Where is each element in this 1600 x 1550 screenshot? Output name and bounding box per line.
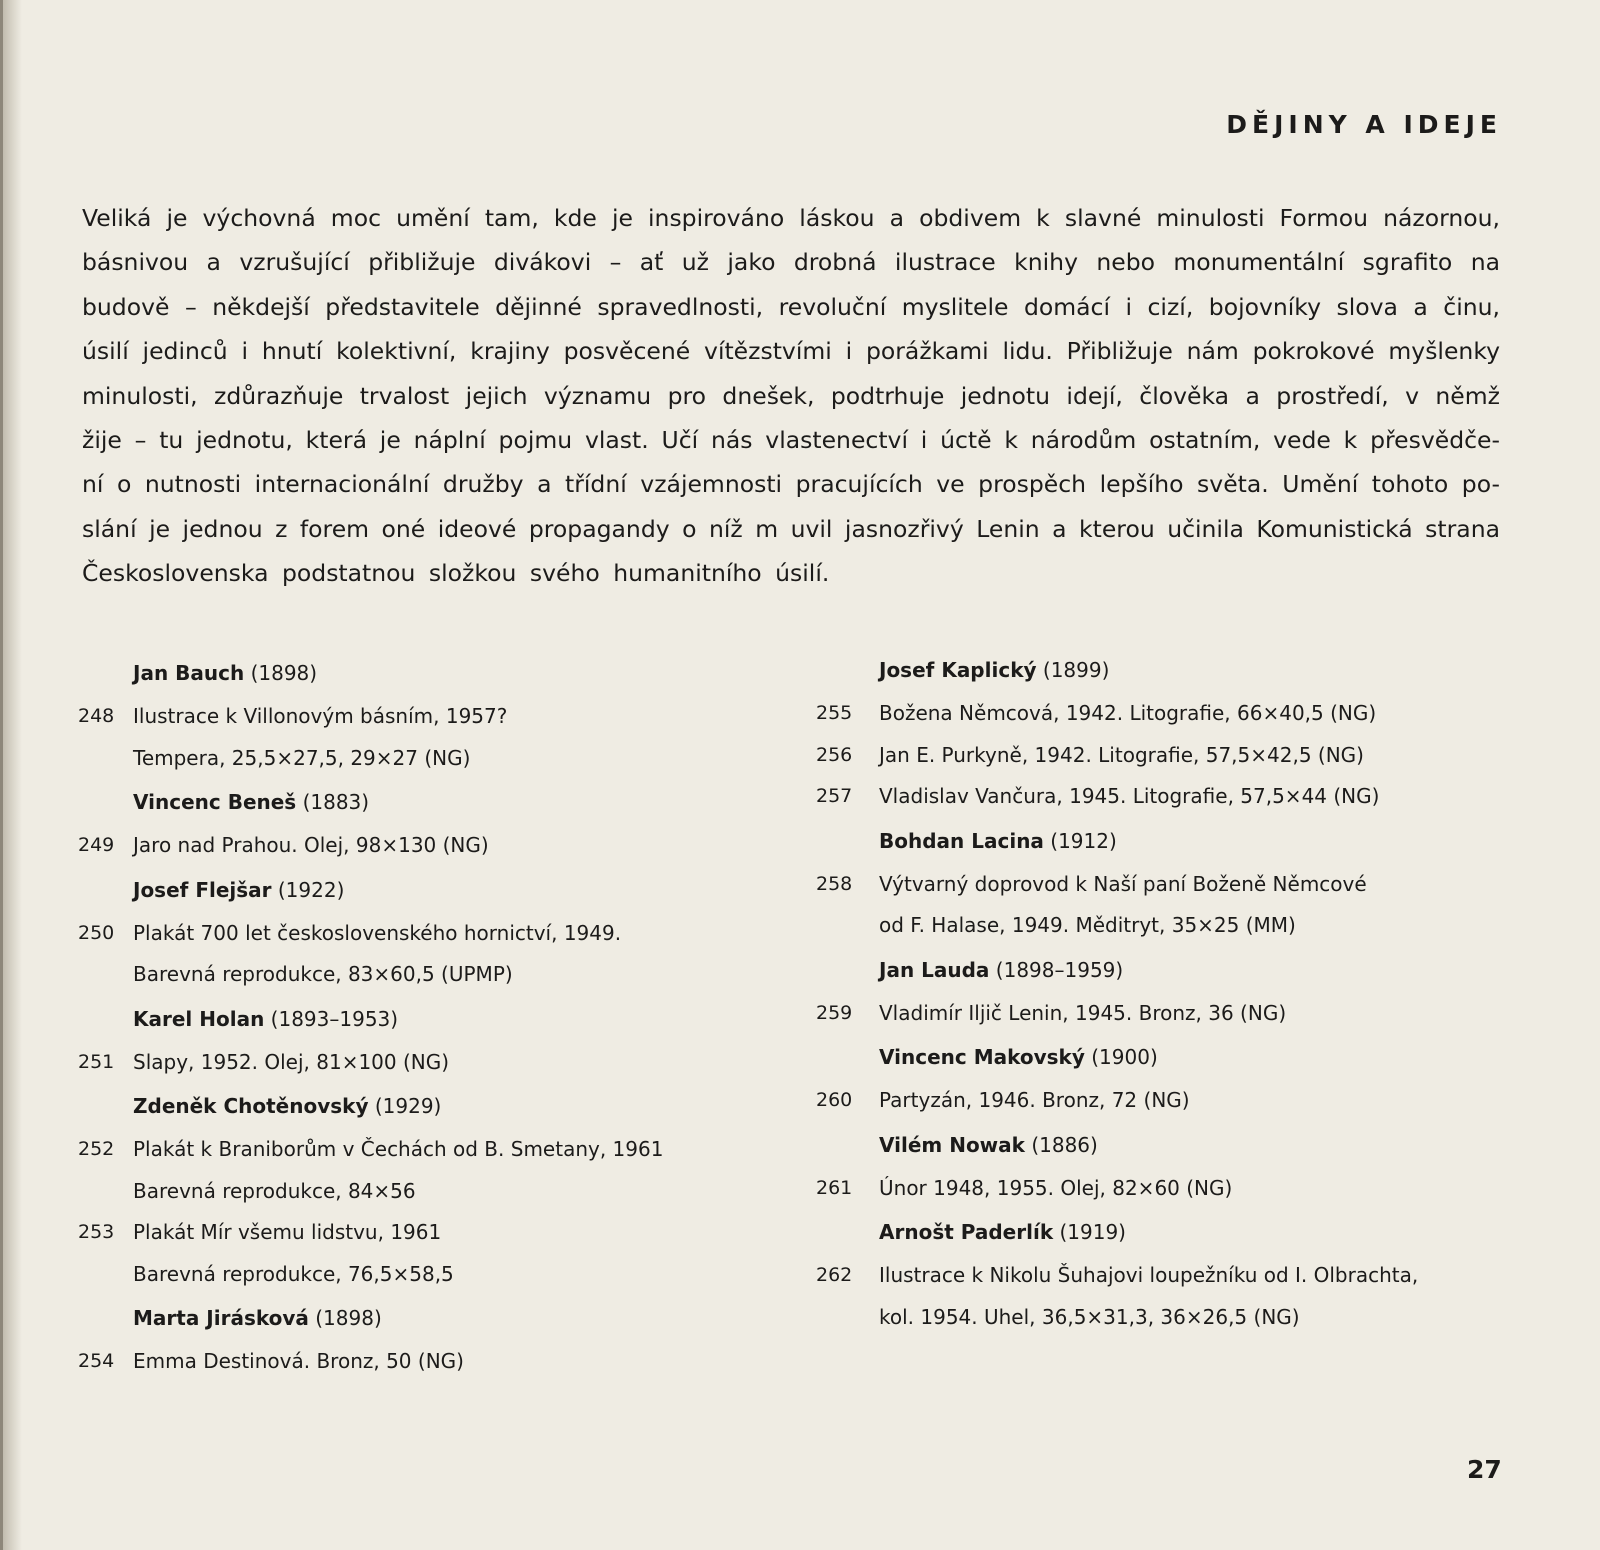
catalog-column-right bbox=[816, 647, 1516, 1338]
catalog-number: 260 bbox=[816, 1089, 853, 1111]
artist-dates: (1929) bbox=[374, 1094, 442, 1118]
book-spine-edge bbox=[0, 0, 3, 1550]
description-line: Plakát Mír všemu lidstvu, 1961 bbox=[133, 1220, 442, 1244]
catalog-number: 256 bbox=[816, 743, 853, 766]
catalog-number: 257 bbox=[816, 785, 853, 807]
artist-name: Karel Holan bbox=[133, 1006, 265, 1031]
intro-line: minulosti, zdůrazňuje trvalost jejich významu pro dnešek, podtrhuje jednotu idejí, člověka a prostředí, v němž bbox=[82, 381, 1500, 410]
catalog-entry bbox=[816, 1255, 1516, 1338]
description-line: Jaro nad Prahou. Olej, 98×130 (NG) bbox=[133, 833, 489, 857]
catalog-entry bbox=[816, 993, 1516, 1035]
catalog-number: 249 bbox=[78, 834, 115, 856]
catalog-number: 253 bbox=[78, 1221, 115, 1243]
intro-line: budově – někdejší představitele dějinné spravedlnosti, revoluční myslitele domácí i cizí, bojovníky slova a činu, bbox=[82, 292, 1500, 321]
artist-name: Vilém Nowak bbox=[879, 1132, 1025, 1157]
artist-dates: (1912) bbox=[1050, 828, 1117, 853]
artist-dates: (1922) bbox=[277, 877, 345, 902]
artist-name: Marta Jirásková bbox=[133, 1306, 309, 1330]
catalog-entry bbox=[816, 693, 1516, 735]
intro-line: slání je jednou z forem oné ideové propagandy o níž m uvil jasnozřivý Lenin a kterou učinila Komunistická strana bbox=[82, 514, 1500, 543]
catalog-description bbox=[879, 735, 1516, 777]
description-line: od F. Halase, 1949. Měditryt, 35×25 (MM) bbox=[879, 913, 1296, 937]
catalog-number: 252 bbox=[78, 1138, 115, 1160]
artist-dates: (1899) bbox=[1042, 658, 1110, 682]
artist-heading bbox=[816, 647, 1516, 693]
description-line: Plakát 700 let československého hornictví, 1949. bbox=[133, 920, 622, 945]
catalog-description bbox=[879, 993, 1516, 1035]
catalog-description bbox=[879, 1080, 1516, 1122]
artist-name: Bohdan Lacina bbox=[879, 828, 1044, 853]
intro-line: Veliká je výchovná moc umění tam, kde je inspirováno láskou a obdivem k slavné minulosti Formou názornou, bbox=[82, 204, 1500, 232]
catalog-number: 250 bbox=[78, 921, 115, 944]
description-line: Tempera, 25,5×27,5, 29×27 (NG) bbox=[133, 745, 471, 770]
description-line: Ilustrace k Nikolu Šuhajovi loupežníku od I. Olbrachta, bbox=[879, 1263, 1419, 1287]
description-line: Emma Destinová. Bronz, 50 (NG) bbox=[133, 1349, 464, 1373]
catalog-description bbox=[133, 825, 758, 867]
catalog-entry bbox=[78, 1212, 758, 1295]
description-line: Vladimír Iljič Lenin, 1945. Bronz, 36 (NG) bbox=[879, 1000, 1287, 1025]
catalog-description bbox=[133, 1341, 758, 1383]
catalog-entry bbox=[816, 1080, 1516, 1122]
artist-heading bbox=[78, 867, 758, 913]
description-line: Barevná reprodukce, 76,5×58,5 bbox=[133, 1261, 454, 1286]
catalog-entry bbox=[78, 1129, 758, 1212]
artist-heading bbox=[78, 650, 758, 696]
description-line: Božena Němcová, 1942. Litografie, 66×40,5 (NG) bbox=[879, 701, 1377, 725]
catalog-description bbox=[133, 1212, 758, 1295]
artist-dates: (1883) bbox=[302, 790, 370, 814]
intro-line: ní o nutnosti internacionální družby a třídní vzájemnosti pracujících ve prospěch lepšího světa. Umění tohoto po- bbox=[82, 470, 1500, 499]
catalog-description bbox=[133, 696, 758, 779]
artist-heading bbox=[78, 779, 758, 825]
description-line: Barevná reprodukce, 83×60,5 (UPMP) bbox=[133, 962, 513, 986]
section-heading: DĚJINY A IDEJE bbox=[1226, 110, 1502, 139]
artist-name: Zdeněk Chotěnovský bbox=[133, 1094, 369, 1118]
artist-heading bbox=[816, 1034, 1516, 1080]
catalog-entry bbox=[816, 864, 1516, 947]
artist-heading bbox=[816, 1209, 1516, 1255]
catalog-entry bbox=[78, 1341, 758, 1383]
book-spine-shadow bbox=[0, 0, 22, 1550]
catalog-entry bbox=[78, 1042, 758, 1084]
artist-heading bbox=[78, 1083, 758, 1129]
catalog-number: 261 bbox=[816, 1176, 853, 1199]
artist-heading bbox=[816, 818, 1516, 864]
catalog-column-left bbox=[78, 650, 758, 1383]
catalog-description bbox=[879, 776, 1516, 818]
intro-line: žije – tu jednotu, která je náplní pojmu vlast. Učí nás vlastenectví i úctě k národům ostatním, vede k přesvědče- bbox=[82, 425, 1500, 454]
catalog-number: 248 bbox=[78, 705, 115, 727]
artist-dates: (1898–1959) bbox=[995, 957, 1124, 982]
catalog-number: 254 bbox=[78, 1350, 115, 1372]
description-line: Ilustrace k Villonovým básním, 1957? bbox=[133, 704, 508, 728]
page-number: 27 bbox=[1467, 1455, 1502, 1484]
catalog-description bbox=[879, 1168, 1516, 1210]
catalog-number: 255 bbox=[816, 702, 853, 724]
description-line: Vladislav Vančura, 1945. Litografie, 57,5×44 (NG) bbox=[879, 784, 1380, 808]
catalog-number: 259 bbox=[816, 1001, 853, 1024]
artist-dates: (1900) bbox=[1091, 1045, 1158, 1069]
intro-line: Československa podstatnou složkou svého humanitního úsilí. bbox=[82, 559, 830, 588]
artist-heading bbox=[78, 996, 758, 1042]
artist-name: Jan Bauch bbox=[133, 661, 245, 685]
description-line: Jan E. Purkyně, 1942. Litografie, 57,5×42,5 (NG) bbox=[879, 742, 1364, 767]
description-line: kol. 1954. Uhel, 36,5×31,3, 36×26,5 (NG) bbox=[879, 1304, 1300, 1329]
artist-name: Josef Flejšar bbox=[133, 877, 272, 902]
catalog-description bbox=[133, 913, 758, 996]
catalog-number: 262 bbox=[816, 1264, 853, 1286]
artist-heading bbox=[816, 1122, 1516, 1168]
description-line: Únor 1948, 1955. Olej, 82×60 (NG) bbox=[879, 1175, 1233, 1200]
catalog-entry bbox=[78, 825, 758, 867]
catalog-entry bbox=[78, 913, 758, 996]
artist-dates: (1893–1953) bbox=[270, 1006, 399, 1031]
catalog-entry bbox=[816, 1168, 1516, 1210]
artist-dates: (1919) bbox=[1059, 1220, 1126, 1244]
intro-line: úsilí jedinců i hnutí kolektivní, krajiny posvěcené vítězstvími i porážkami lidu. Přibližuje nám pokrokové myšlenky bbox=[82, 337, 1500, 366]
description-line: Plakát k Braniborům v Čechách od B. Smetany, 1961 bbox=[133, 1137, 664, 1161]
artist-heading bbox=[816, 947, 1516, 993]
artist-dates: (1886) bbox=[1031, 1132, 1098, 1157]
catalog-entry bbox=[78, 696, 758, 779]
catalog-entry bbox=[816, 776, 1516, 818]
artist-heading bbox=[78, 1295, 758, 1341]
catalog-description bbox=[879, 693, 1516, 735]
description-line: Slapy, 1952. Olej, 81×100 (NG) bbox=[133, 1049, 450, 1074]
catalog-number: 251 bbox=[78, 1050, 115, 1073]
artist-name: Arnošt Paderlík bbox=[879, 1220, 1054, 1244]
catalog-number: 258 bbox=[816, 872, 853, 895]
intro-paragraph bbox=[82, 196, 1500, 596]
artist-dates: (1898) bbox=[315, 1306, 382, 1330]
catalog-description bbox=[879, 864, 1516, 947]
catalog-description bbox=[133, 1042, 758, 1084]
artist-name: Vincenc Beneš bbox=[133, 790, 297, 814]
description-line: Barevná reprodukce, 84×56 bbox=[133, 1178, 416, 1203]
catalog-description bbox=[133, 1129, 758, 1212]
artist-name: Vincenc Makovský bbox=[879, 1045, 1085, 1069]
intro-line: básnivou a vzrušující přibližuje divákovi – ať už jako drobná ilustrace knihy nebo monumentální sgrafito na bbox=[82, 248, 1500, 277]
description-line: Partyzán, 1946. Bronz, 72 (NG) bbox=[879, 1088, 1190, 1112]
catalog-entry bbox=[816, 735, 1516, 777]
artist-name: Josef Kaplický bbox=[879, 658, 1037, 682]
catalog-description bbox=[879, 1255, 1516, 1338]
artist-name: Jan Lauda bbox=[879, 957, 990, 982]
description-line: Výtvarný doprovod k Naší paní Boženě Němcové bbox=[879, 871, 1367, 896]
artist-dates: (1898) bbox=[250, 661, 318, 685]
